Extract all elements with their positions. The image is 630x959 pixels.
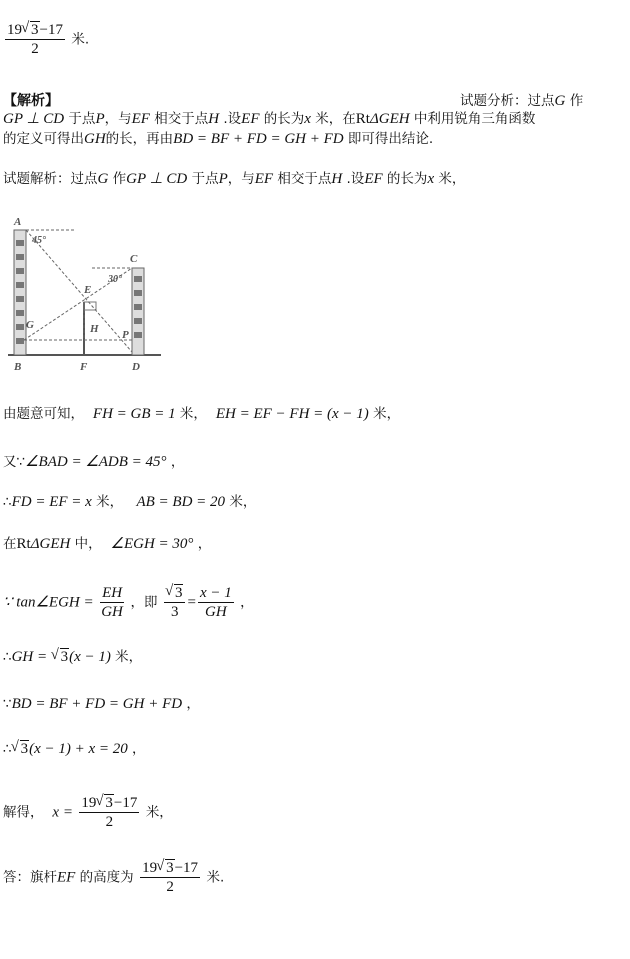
label-b: B [14, 361, 22, 373]
label-f: F [80, 361, 88, 373]
step-5: ∵ tan∠EGH = $\frac{EH}{GH}$ ，即 √ $\frac{3}{3}$ = $\frac{x - 1}{GH}$ ， [3, 585, 254, 620]
step-6: ∴GH = √ 3(x − 1) 米， [3, 648, 142, 666]
label-d: D [132, 361, 140, 373]
step-1: 由题意可知， FH = GB = 1 米， EH = EF − FH = (x − 1) 米， [3, 406, 401, 422]
analysis-line-3: 的定义可得出GH的长，再由BD = BF + FD = GH + FD 即可得出结论. [3, 131, 434, 147]
label-e: E [84, 284, 92, 296]
label-p: P [122, 329, 129, 341]
step-9: 解得， x = $\frac{19√ 3-17}{2}$ 米， [3, 795, 173, 830]
final-answer: 答：旗杆EF 的高度为 $\frac{19√ 3-17}{2}$ 米. [3, 860, 224, 895]
step-8: ∴√ 3(x − 1) + x = 20 ， [3, 740, 146, 758]
angle-a-label: 45° [32, 235, 46, 246]
label-c: C [130, 253, 138, 265]
analysis-header [3, 92, 59, 110]
solution-intro: 试题解析：过点G 作GP ⊥ CD 于点P，与EF 相交于点H .设EF 的长为x 米， [3, 171, 466, 187]
answer-fraction: $\frac{19√ 3-17}{2}$ [5, 22, 65, 57]
angle-c-label: 30° [108, 274, 122, 285]
step-2: 又∵∠BAD = ∠ADB = 45° ， [3, 454, 185, 470]
top-answer: $\frac{19√ 3-17}{2}$ 米. [3, 22, 89, 57]
analysis-line-2: GP ⊥ CD 于点P，与EF 相交于点H .设EF 的长为x 米，在RtΔGEH 中利用锐角三角函数 [3, 111, 536, 127]
label-g: G [26, 319, 34, 331]
label-h: H [90, 323, 99, 335]
analysis-summary-head: 试题分析：过点G 作 [460, 93, 584, 109]
label-a: A [14, 216, 22, 228]
step-3: ∴FD = EF = x 米， AB = BD = 20 米， [3, 494, 257, 510]
step-7: ∵BD = BF + FD = GH + FD ， [3, 696, 200, 712]
geometry-figure [6, 210, 166, 375]
step-4: 在RtΔGEH 中， ∠EGH = 30° ， [3, 536, 212, 552]
analysis-tag: 【解析】 [3, 93, 59, 109]
